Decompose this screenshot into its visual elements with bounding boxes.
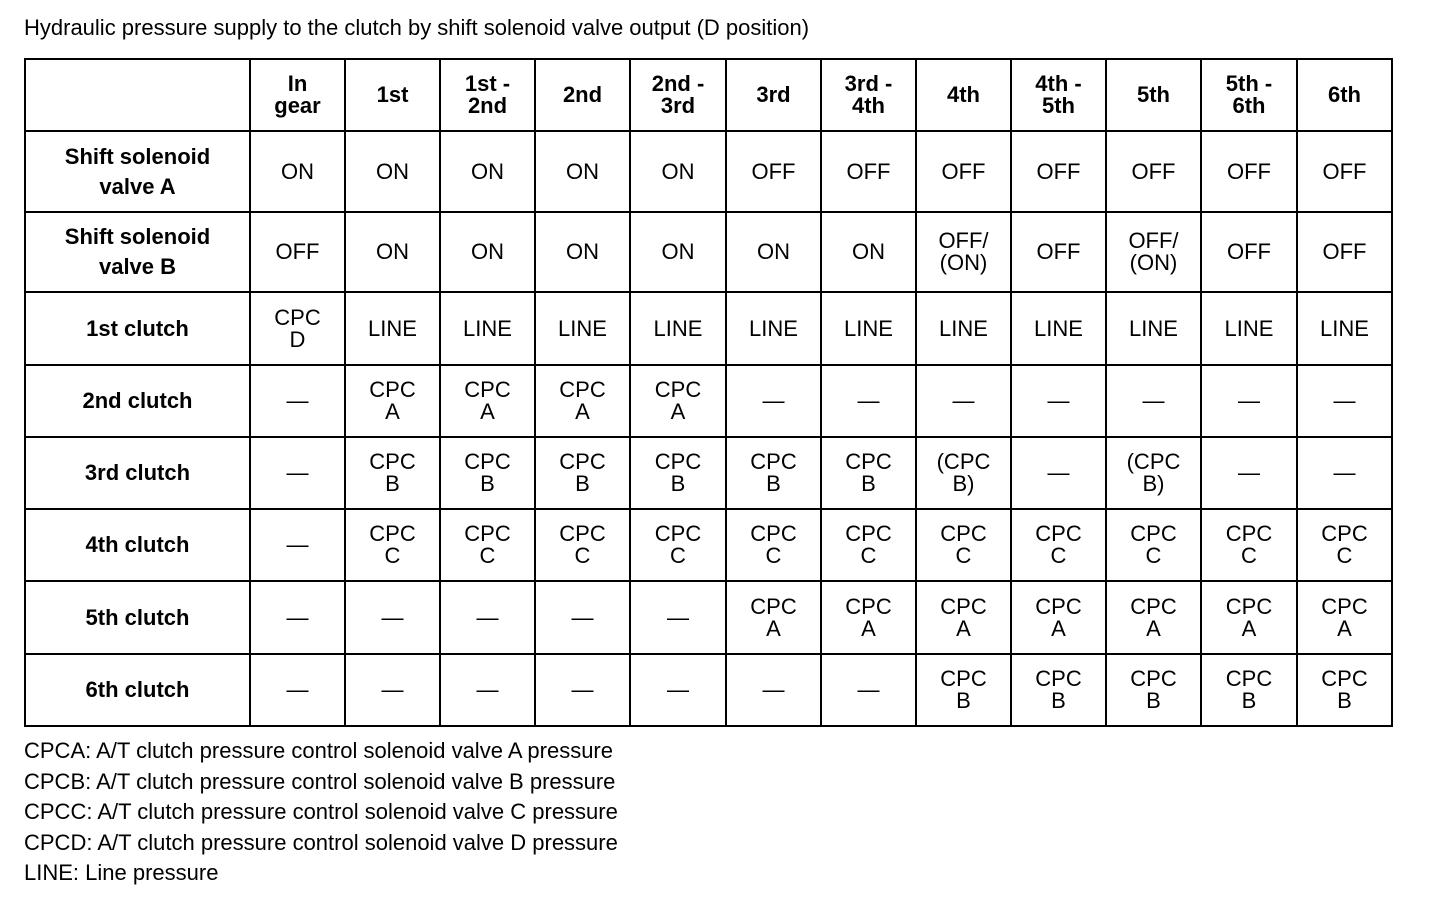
cell-text-line: 6th clutch [85,677,190,702]
cell-text-line: D [289,326,306,352]
cell-text-line: C [1145,543,1162,568]
cell-text-line: — [571,604,594,630]
table-row [25,509,1392,581]
cell-text-line: CPC [1130,666,1177,691]
cell-text-line: CPC [1130,593,1177,619]
cell-text-line: — [857,388,880,413]
cell-text-line: C [1241,543,1257,568]
row-label [25,131,250,212]
table-cell [440,437,535,509]
table-cell [1201,581,1297,654]
cell-text-line: B [1051,688,1066,713]
cell-text-line: — [1238,388,1260,413]
cell-text-line: B [670,471,686,496]
table-cell [1011,509,1106,581]
cell-text-line: CPC [940,666,987,691]
cell-text-line: 5th [1137,82,1170,107]
cell-text-line: B [1337,688,1352,713]
table-cell [916,581,1011,654]
cell-text-line: C [670,543,686,568]
cell-text-line: OFF/ [1128,228,1179,253]
cell-text-line: CPC [1035,593,1082,619]
cell-text-line: 4th clutch [85,532,190,557]
header-cell [821,59,916,131]
cell-text-line: CPC [1130,521,1177,546]
table-cell [250,131,345,212]
table-cell [821,654,916,726]
table-cell [1106,654,1201,726]
clutch-pressure-table [24,58,1393,727]
table-row [25,365,1392,437]
cell-text-line: — [1047,460,1070,485]
header-cell [1297,59,1392,131]
table-cell [345,437,440,509]
table-cell [821,131,916,212]
cell-text-line: ON [661,239,695,264]
cell-text-line: CPC [1035,521,1082,546]
legend [24,736,618,889]
cell-text-line: OFF [1036,239,1081,264]
table-body [25,59,1392,726]
cell-text-line: CPC [750,593,797,619]
cell-text-line: ON [281,158,314,184]
cell-text-line: ON [757,239,790,264]
cell-text-line: 5th - [1225,71,1273,96]
cell-text-line: OFF [1227,239,1271,264]
page-title: Hydraulic pressure supply to the clutch by shift solenoid valve output (D position) [24,15,810,40]
cell-text-line: — [571,677,594,702]
table-cell [345,292,440,365]
table-cell [1297,437,1392,509]
table-cell [1297,654,1392,726]
row-label [25,437,250,509]
cell-text-line: A [766,615,781,641]
cell-text-line: C [955,543,972,568]
cell-text-line: (CPC [1126,449,1181,474]
cell-text-line: (ON) [939,250,988,275]
header-cell [726,59,821,131]
table-cell [250,437,345,509]
table-cell [250,654,345,726]
cell-text-line: LINE [749,315,798,341]
cell-text-line: OFF/ [938,228,989,253]
cell-text-line: B) [952,471,975,496]
cell-text-line: 3rd [660,93,696,118]
row-label [25,509,250,581]
table-cell [1297,212,1392,292]
legend-item: CPCD: A/T clutch pressure control solenoid valve D pressure [24,829,618,855]
cell-text-line: (ON) [1129,250,1178,275]
cell-text-line: ON [566,158,599,184]
header-cell [916,59,1011,131]
table-row [25,131,1392,212]
cell-text-line: CPC [464,521,511,546]
cell-text-line: OFF [1322,158,1367,184]
table-cell [916,654,1011,726]
cell-text-line: LINE [653,315,703,341]
table-cell [250,292,345,365]
cell-text-line: CPC [845,521,892,546]
cell-text-line: — [286,532,309,557]
table-row [25,581,1392,654]
row-label [25,581,250,654]
cell-text-line: C [479,543,496,568]
cell-text-line: — [1333,388,1356,413]
table-cell [630,292,726,365]
cell-text-line: 1st clutch [86,315,189,341]
table-cell [1201,292,1297,365]
table-cell [821,509,916,581]
cell-text-line: 4th - [1035,71,1082,96]
cell-text-line: CPC [940,593,987,619]
table-cell [250,365,345,437]
header-row [25,59,1392,131]
cell-text-line: CPC [750,449,797,474]
table-cell [1201,509,1297,581]
cell-text-line: — [762,677,785,702]
cell-text-line: LINE [368,315,417,341]
header-cell [630,59,726,131]
table-row [25,292,1392,365]
header-cell [250,59,345,131]
cell-text-line: OFF [846,158,891,184]
cell-text-line: B) [1142,471,1165,496]
table-cell [250,581,345,654]
cell-text-line: A [385,399,400,424]
cell-text-line: A [861,615,876,641]
cell-text-line: ON [661,158,695,184]
cell-text-line: CPC [274,304,321,330]
table-cell [1297,581,1392,654]
cell-text-line: C [765,543,782,568]
table-cell [821,437,916,509]
cell-text-line: CPC [1321,666,1368,691]
table-cell [821,365,916,437]
cell-text-line: — [1238,460,1260,485]
table-cell [345,509,440,581]
cell-text-line: A [575,399,590,424]
table-cell [440,292,535,365]
table-cell [1011,292,1106,365]
table-cell [1201,365,1297,437]
table-cell [345,131,440,212]
cell-text-line: OFF [1227,158,1271,184]
cell-text-line: (CPC [936,449,991,474]
cell-text-line: CPC [1225,521,1273,546]
row-label [25,365,250,437]
cell-text-line: OFF [941,158,986,184]
table-cell [345,212,440,292]
cell-text-line: 1st [376,82,409,107]
cell-text-line: B [385,471,400,496]
cell-text-line: — [286,460,309,485]
cell-text-line: LINE [1034,315,1083,341]
cell-text-line: B [956,688,971,713]
cell-text-line: CPC [369,377,416,402]
cell-text-line: — [762,388,785,413]
cell-text-line: Shift solenoid [64,143,211,169]
cell-text-line: valve B [98,254,177,279]
table-cell [630,131,726,212]
legend-item: LINE: Line pressure [24,860,219,886]
cell-text-line: — [286,677,309,702]
table-cell [1297,509,1392,581]
table-cell [440,654,535,726]
table-cell [1297,131,1392,212]
cell-text-line: 6th [1232,93,1266,118]
cell-text-line: CPC [464,449,511,474]
cell-text-line: CPC [654,449,702,474]
cell-text-line: 3rd [756,82,791,107]
cell-text-line: OFF [1036,158,1081,184]
cell-text-line: A [1051,615,1066,641]
cell-text-line: C [1336,543,1353,568]
cell-text-line: — [381,677,404,702]
legend-item: CPCA: A/T clutch pressure control solenoid valve A pressure [24,738,613,763]
table-cell [1201,437,1297,509]
cell-text-line: C [574,543,591,568]
table-cell [535,131,630,212]
legend-item: CPCC: A/T clutch pressure control solenoid valve C pressure [24,799,618,825]
table-cell [440,365,535,437]
table-cell [821,292,916,365]
cell-text-line: B [575,471,590,496]
cell-text-line: LINE [463,315,512,341]
table-row [25,212,1392,292]
table-cell [1106,581,1201,654]
cell-text-line: CPC [1225,593,1273,619]
table-cell [1011,581,1106,654]
table-cell [1297,365,1392,437]
row-label [25,292,250,365]
header-cell [1201,59,1297,131]
cell-text-line: C [1050,543,1067,568]
cell-text-line: B [1241,688,1257,713]
cell-text-line: 5th clutch [85,604,190,630]
table-cell [250,509,345,581]
header-corner-cell [25,59,250,131]
table-cell [630,365,726,437]
row-label [25,212,250,292]
cell-text-line: B [480,471,495,496]
cell-text-line: LINE [558,315,607,341]
table-cell [440,509,535,581]
table-cell [440,131,535,212]
table-cell [1011,654,1106,726]
cell-text-line: ON [376,158,409,184]
table-cell [535,581,630,654]
cell-text-line: CPC [559,521,606,546]
cell-text-line: — [476,677,499,702]
cell-text-line: 5th [1042,93,1075,118]
table-cell [535,365,630,437]
cell-text-line: 4th [852,93,885,118]
table-cell [916,292,1011,365]
table-cell [1106,212,1201,292]
table-cell [1106,292,1201,365]
cell-text-line: C [384,543,401,568]
cell-text-line: CPC [654,377,702,402]
table-cell [1201,212,1297,292]
table-cell [726,212,821,292]
table-cell [535,437,630,509]
cell-text-line: B [1146,688,1161,713]
table-cell [345,581,440,654]
cell-text-line: ON [376,239,409,264]
table-row [25,654,1392,726]
cell-text-line: A [670,399,686,424]
cell-text-line: — [476,604,499,630]
table-cell [250,212,345,292]
cell-text-line: LINE [1129,315,1178,341]
cell-text-line: ON [566,239,599,264]
cell-text-line: OFF [1131,158,1176,184]
table-cell [1106,365,1201,437]
table-cell [1106,437,1201,509]
table-cell [630,509,726,581]
cell-text-line: A [1337,615,1352,641]
table-cell [440,212,535,292]
cell-text-line: ON [852,239,885,264]
cell-text-line: CPC [1321,593,1368,619]
row-label [25,654,250,726]
header-cell [345,59,440,131]
cell-text-line: OFF [275,239,320,264]
table-cell [726,581,821,654]
cell-text-line: — [1047,388,1070,413]
cell-text-line: 2nd - [651,71,705,96]
cell-text-line: 2nd clutch [82,388,193,413]
cell-text-line: CPC [654,521,702,546]
header-cell [535,59,630,131]
cell-text-line: 3rd - [844,71,893,96]
cell-text-line: — [952,388,975,413]
table-cell [726,437,821,509]
table-cell [1011,212,1106,292]
cell-text-line: CPC [750,521,797,546]
cell-text-line: CPC [1321,521,1368,546]
cell-text-line: CPC [464,377,511,402]
cell-text-line: Shift solenoid [64,224,211,249]
table-cell [535,212,630,292]
cell-text-line: gear [274,93,321,118]
cell-text-line: — [381,604,404,630]
cell-text-line: ON [471,158,504,184]
cell-text-line: 4th [947,82,980,107]
cell-text-line: CPC [369,521,416,546]
table-cell [1201,654,1297,726]
cell-text-line: A [1241,615,1257,641]
table-cell [630,581,726,654]
table-cell [726,509,821,581]
cell-text-line: — [286,604,309,630]
table-cell [535,509,630,581]
cell-text-line: CPC [1225,666,1273,691]
table-cell [916,509,1011,581]
table-cell [630,212,726,292]
table-cell [1201,131,1297,212]
table-cell [916,365,1011,437]
cell-text-line: — [857,677,880,702]
cell-text-line: OFF [1322,239,1367,264]
table-cell [630,654,726,726]
cell-text-line: B [861,471,876,496]
cell-text-line: LINE [1224,315,1274,341]
header-cell [440,59,535,131]
cell-text-line: LINE [1320,315,1369,341]
cell-text-line: CPC [559,377,606,402]
cell-text-line: A [1146,615,1161,641]
cell-text-line: — [286,388,309,413]
table-cell [726,654,821,726]
table-cell [1011,365,1106,437]
table-cell [630,437,726,509]
cell-text-line: ON [471,239,504,264]
table-cell [916,131,1011,212]
cell-text-line: 6th [1328,82,1361,107]
cell-text-line: — [667,604,689,630]
table-cell [916,437,1011,509]
table-cell [535,654,630,726]
cell-text-line: 1st - [464,71,511,96]
table-cell [821,581,916,654]
table-cell [726,131,821,212]
cell-text-line: — [1142,388,1165,413]
table-cell [916,212,1011,292]
cell-text-line: LINE [844,315,893,341]
cell-text-line: 2nd [467,93,508,118]
table-cell [726,365,821,437]
table-cell [345,654,440,726]
cell-text-line: CPC [845,593,892,619]
cell-text-line: CPC [369,449,416,474]
table-cell [1106,131,1201,212]
cell-text-line: CPC [940,521,987,546]
cell-text-line: — [667,677,689,702]
table-cell [1011,131,1106,212]
cell-text-line: In [287,71,308,96]
header-cell [1011,59,1106,131]
cell-text-line: OFF [751,158,796,184]
cell-text-line: LINE [939,315,988,341]
table-cell [726,292,821,365]
table-row [25,437,1392,509]
cell-text-line: A [480,399,495,424]
table-cell [345,365,440,437]
cell-text-line: — [1333,460,1356,485]
table-cell [1011,437,1106,509]
cell-text-line: CPC [559,449,606,474]
legend-item: CPCB: A/T clutch pressure control solenoid valve B pressure [24,768,616,794]
cell-text-line: CPC [845,449,892,474]
table-cell [821,212,916,292]
table-cell [440,581,535,654]
cell-text-line: A [956,615,971,641]
cell-text-line: 3rd clutch [84,460,191,485]
cell-text-line: CPC [1035,666,1082,691]
cell-text-line: C [860,543,877,568]
table-cell [1297,292,1392,365]
cell-text-line: B [766,471,781,496]
cell-text-line: valve A [99,173,176,199]
table-cell [1106,509,1201,581]
header-cell [1106,59,1201,131]
cell-text-line: 2nd [562,82,603,107]
table-cell [535,292,630,365]
